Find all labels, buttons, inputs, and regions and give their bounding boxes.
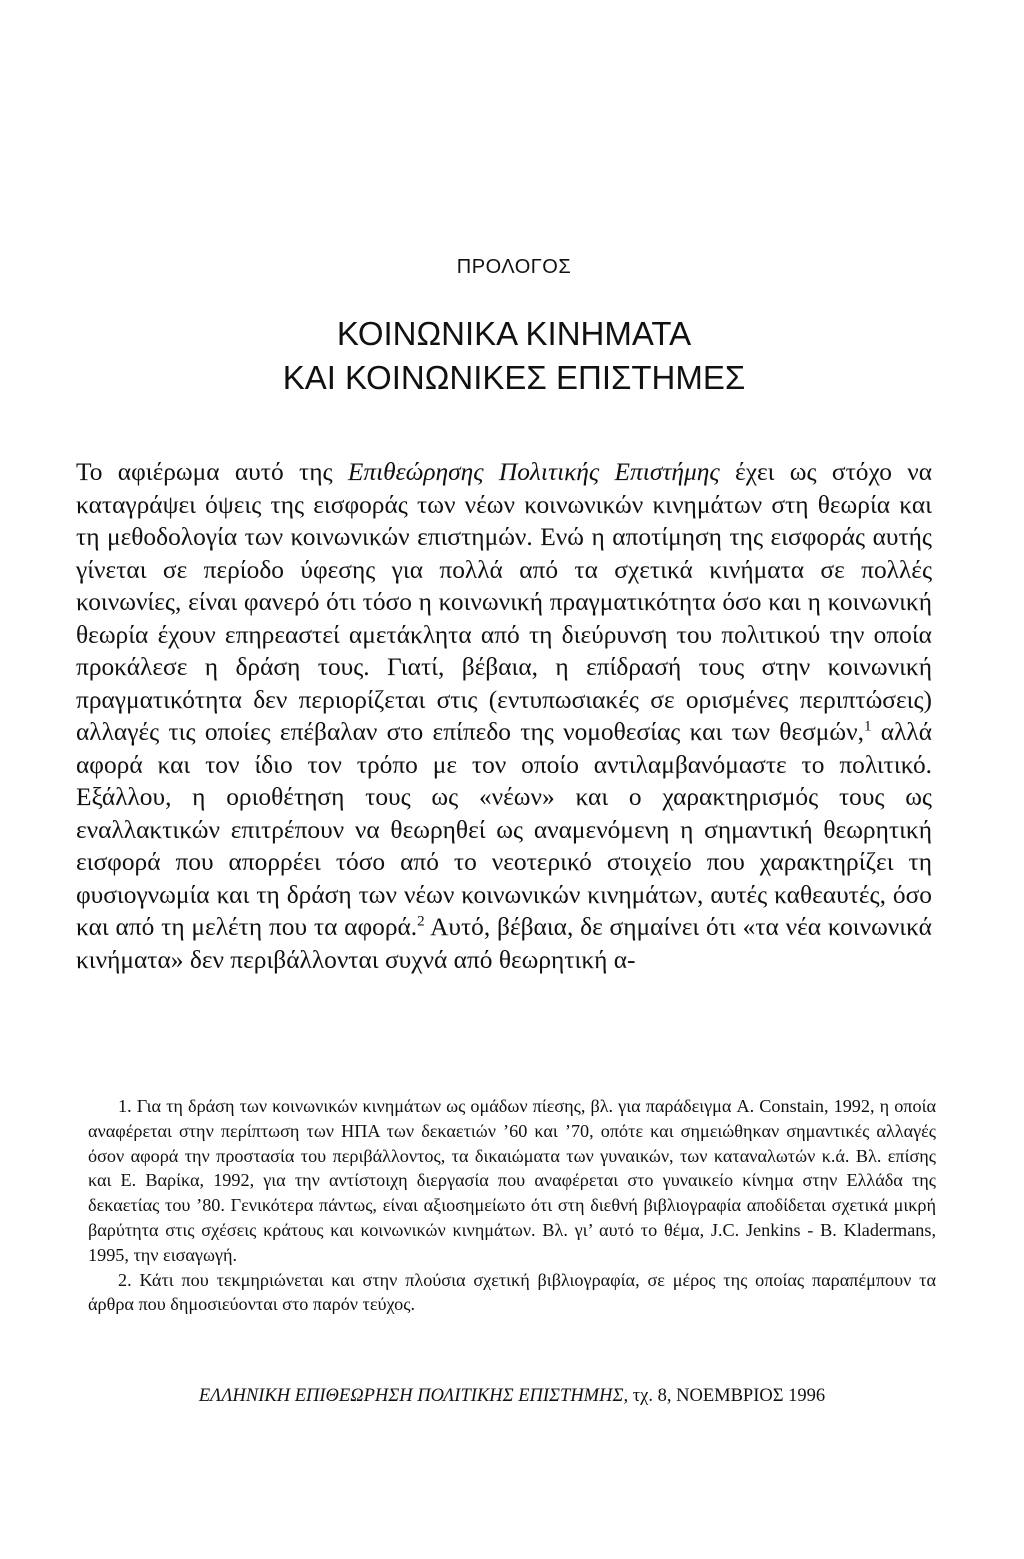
article-title-line-1: ΚΟΙΝΩΝΙΚΑ ΚΙΝΗΜΑΤΑ <box>336 315 692 352</box>
page-footer <box>88 1386 936 1407</box>
document-page <box>76 0 940 1559</box>
footer-journal-name: ΕΛΛΗΝΙΚΗ ΕΠΙΘΕΩΡΗΣΗ ΠΟΛΙΤΙΚΗΣ ΕΠΙΣΤΗΜΗΣ, <box>198 1386 629 1406</box>
footer-issue: τχ. 8, ΝΟΕΜΒΡΙΟΣ 1996 <box>628 1386 826 1406</box>
footnote-1: 1. Για τη δράση των κοινωνικών κινημάτων ως ομάδων πίεσης, βλ. για παράδειγμα A. Constain, 1992, η οποία αναφέρεται στην περίπτωση των ΗΠΑ των δεκαετιών ’60 και ’70, οπότε και σημειώθηκαν σημαντικές αλλαγές όσον αφορά την προστασία του περιβάλλοντος, τα δικαιώματα των γυναικών, των καταναλωτών κ.ά. Βλ. επίσης και Ε. Βαρίκα, 1992, για την αντίστοιχη διεργασία που αναφέρεται στο γυναικείο κίνημα στην Ελλάδα της δεκαετίας του ’80. Γενικότερα πάντως, είναι αξιοσημείωτο ότι στη διεθνή βιβλιογραφία αποδίδεται σχετικά μικρή βαρύτητα στις σχέσεις κράτους και κοινωνικών κινημάτων. Βλ. γι’ αυτό το θέμα, J.C. Jenkins - B. Kladermans, 1995, την εισαγωγή. <box>88 1096 936 1265</box>
journal-name-italic: Επιθεώρησης Πολιτικής Επιστήμης <box>347 458 720 486</box>
body-text <box>76 456 932 976</box>
article-title-line-2: ΚΑΙ ΚΟΙΝΩΝΙΚΕΣ ΕΠΙΣΤΗΜΕΣ <box>282 359 746 396</box>
body-text-segment: Αυτό, βέβαια, δε σημαίνει ότι «τα νέα κοινωνικά κινήματα» δεν περιβάλλονται συχνά από θεωρητική α- <box>76 913 932 974</box>
footnote-marker-2[interactable]: 2 <box>417 913 425 930</box>
body-text-segment: αλλά αφορά και τον ίδιο τον τρόπο με τον οποίο αντιλαμβανόμαστε το πολιτικό. Εξάλλου, η οριοθέτηση τους ως «νέων» και ο χαρακτηρισμός τους ως εναλλακτικών επιτρέπουν να θεωρηθεί ως αναμενόμενη η σημαντική θεωρητική εισφορά που απορρέει τόσο από το νεοτερικό στοιχείο που χαρακτηρίζει τη φυσιογνωμία και τη δράση των νέων κοινωνικών κινημάτων, αυτές καθεαυτές, όσο και από τη μελέτη που τα αφορά. <box>76 718 932 941</box>
footnotes <box>88 1094 936 1317</box>
footnote-marker-1[interactable]: 1 <box>863 718 872 735</box>
body-text-segment: έχει ως στόχο να καταγράψει όψεις της εισφοράς των νέων κοινωνικών κινημάτων στη θεωρία και τη μεθοδολογία των κοινωνικών επιστημών. Ενώ η αποτίμηση της εισφοράς αυτής γίνεται σε περίοδο ύφεσης για πολλά από τα σχετικά κινήματα σε πολλές κοινωνίες, είναι φανερό ότι τόσο η κοινωνική πραγματικότητα όσο και η κοινωνική θεωρία έχουν επηρεαστεί αμετάκλητα από τη διεύρυνση του πολιτικού την οποία προκάλεσε η δράση τους. Γιατί, βέβαια, η επίδρασή τους στην κοινωνική πραγματικότητα δεν περιορίζεται στις (εντυπωσιακές σε ορισμένες περιπτώσεις) αλλαγές τις οποίες επέβαλαν στο επίπεδο της νομοθεσίας και των θεσμών, <box>76 458 933 746</box>
section-label: ΠΡΟΛΟΓΟΣ <box>456 256 572 278</box>
footnote-2: 2. Κάτι που τεκμηριώνεται και στην πλούσια σχετική βιβλιογραφία, σε μέρος της οποίας παραπέμπουν τα άρθρα που δημοσιεύονται στο παρόν τεύχος. <box>88 1269 936 1315</box>
body-paragraph <box>76 456 932 976</box>
body-text-segment: Το αφιέρωμα αυτό της <box>76 458 348 486</box>
article-title <box>88 312 940 400</box>
